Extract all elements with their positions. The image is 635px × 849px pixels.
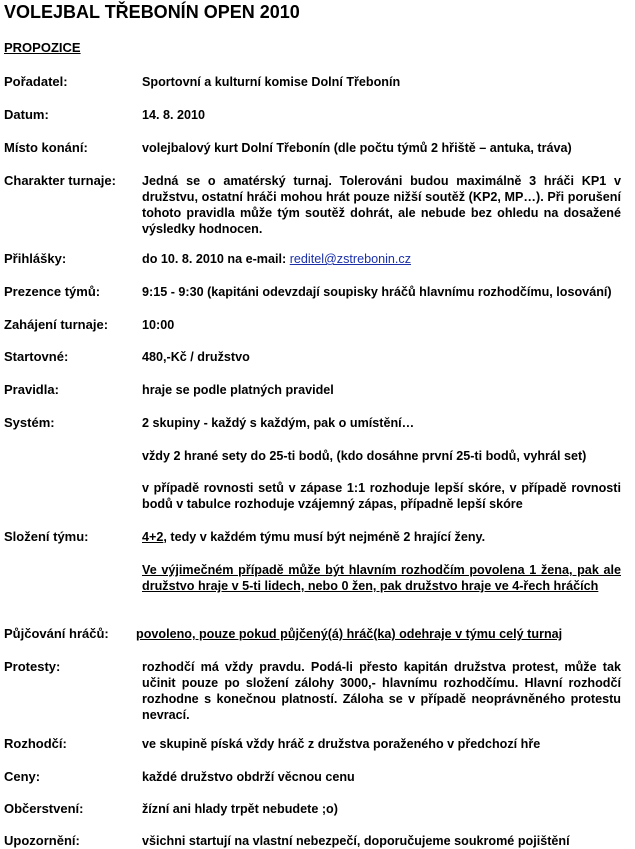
value-startovne: 480,-Kč / družstvo <box>142 350 250 364</box>
value-zahajeni: 10:00 <box>142 318 175 332</box>
label-datum: Datum: <box>4 107 49 122</box>
label-zahajeni: Zahájení turnaje: <box>4 317 109 332</box>
label-pujcovani: Půjčování hráčů: <box>4 626 109 641</box>
value-protesty: rozhodčí má vždy pravdu. Podá-li přesto kapitán družstva protest, může tak učinit pouze po složení zálohy 3000,- hlavnímu rozhodčímu. Hlavní rozhodčí rozhodne s konečnou platností. Záloha se v případě neoprávněného protestu nevrací. <box>142 660 621 722</box>
value-datum: 14. 8. 2010 <box>142 108 206 122</box>
label-prezence: Prezence týmů: <box>4 284 101 299</box>
label-poradatel: Pořadatel: <box>4 74 68 89</box>
label-system: Systém: <box>4 415 55 430</box>
value-prezence: 9:15 - 9:30 (kapitáni odevzdají soupisky hráčů hlavnímu rozhodčímu, losování) <box>142 285 612 299</box>
value-pujcovani: povoleno, pouze pokud půjčený(á) hráč(ka) odehraje v týmu celý turnaj <box>136 627 563 641</box>
email-link[interactable]: reditel@zstrebonin.cz <box>289 252 411 266</box>
label-ceny: Ceny: <box>4 769 41 784</box>
value-prihlasky <box>142 251 621 267</box>
value-system-3: v případě rovnosti setů v zápase 1:1 rozhoduje lepší skóre, v případě rovnosti bodů v tabulce rozhoduje vzájemný zápas, případně lepší skóre <box>142 481 621 511</box>
value-poradatel: Sportovní a kulturní komise Dolní Třebonín <box>142 75 401 89</box>
label-charakter: Charakter turnaje: <box>4 173 116 188</box>
page-title: VOLEJBAL TŘEBONÍN OPEN 2010 <box>4 2 300 22</box>
value-upozorneni: všichni startují na vlastní nebezpečí, doporučujeme soukromé pojištění <box>142 834 570 848</box>
slozeni-count: 4+2 <box>142 530 164 544</box>
label-startovne: Startovné: <box>4 349 69 364</box>
label-pravidla: Pravidla: <box>4 382 59 397</box>
value-ceny: každé družstvo obdrží věcnou cenu <box>142 770 355 784</box>
value-rozhodci: ve skupině píská vždy hráč z družstva poraženého v předchozí hře <box>142 737 541 751</box>
label-upozorneni: Upozornění: <box>4 833 80 848</box>
value-charakter: Jedná se o amatérský turnaj. Tolerováni budou maximálně 3 hráči KP1 v družstvu, ostatní hráči mohou hrát pouze nižší soutěž (KP2, MP…). Při porušení tohoto pravidla může tým soutěž dohrát, ale nebude bez ohledu na dosažené výsledky hodnocen. <box>142 174 621 236</box>
value-system-2: vždy 2 hrané sety do 25-ti bodů, (kdo dosáhne první 25-ti bodů, vyhrál set) <box>142 449 587 463</box>
label-slozeni: Složení týmu: <box>4 529 89 544</box>
prihlasky-text: do 10. 8. 2010 na e-mail: <box>142 252 287 266</box>
label-misto: Místo konání: <box>4 140 88 155</box>
value-obcerstveni: žízní ani hlady trpět nebudete ;o) <box>142 802 338 816</box>
value-misto: volejbalový kurt Dolní Třebonín (dle počtu týmů 2 hřiště – antuka, tráva) <box>142 141 572 155</box>
label-rozhodci: Rozhodčí: <box>4 736 67 751</box>
label-protesty: Protesty: <box>4 659 61 674</box>
value-slozeni-2: Ve výjimečném případě může být hlavním rozhodčím povolena 1 žena, pak ale družstvo hraje v 5-ti lidech, nebo 0 žen, pak družstvo hraje ve 4-řech hráčích <box>142 563 621 593</box>
value-slozeni <box>142 529 621 545</box>
label-obcerstveni: Občerstvení: <box>4 801 84 816</box>
value-pravidla: hraje se podle platných pravidel <box>142 383 334 397</box>
section-heading: PROPOZICE <box>4 40 81 55</box>
slozeni-rest: , tedy v každém týmu musí být nejméně 2 hrající ženy. <box>163 530 486 544</box>
label-prihlasky: Přihlášky: <box>4 251 67 266</box>
value-system-1: 2 skupiny - každý s každým, pak o umístění… <box>142 416 415 430</box>
